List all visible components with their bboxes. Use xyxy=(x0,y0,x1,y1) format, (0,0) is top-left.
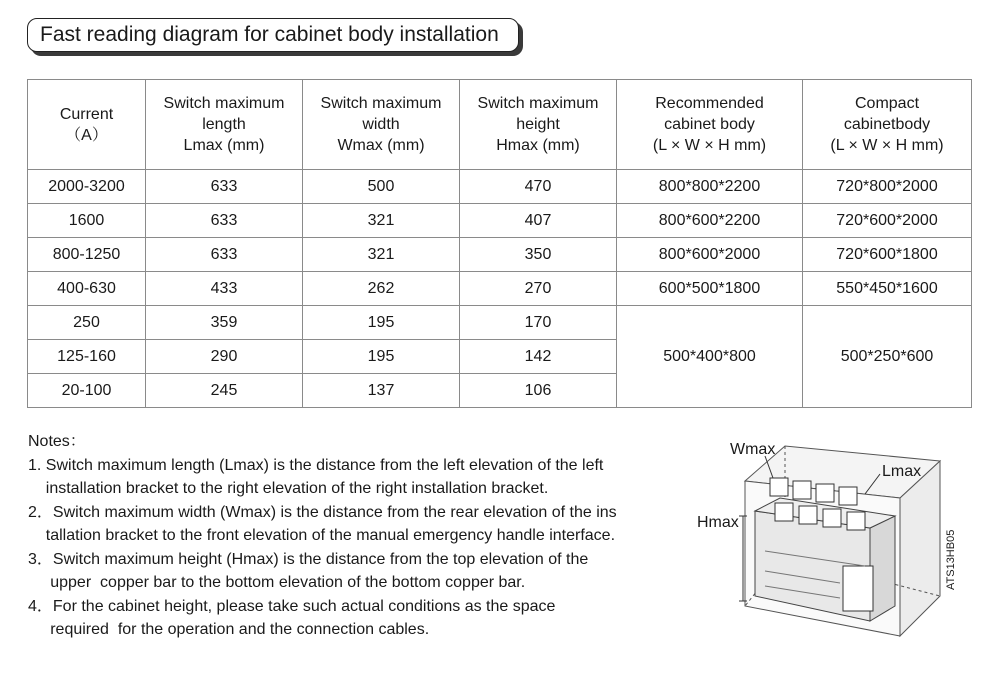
cell-compact: 720*600*1800 xyxy=(803,238,972,272)
note-line: 1. Switch maximum length (Lmax) is the distance from the left elevation of the left xyxy=(28,456,604,474)
header-current-line2: （A） xyxy=(65,126,108,144)
cell-lmax: 633 xyxy=(146,204,303,238)
cell-lmax: 433 xyxy=(146,272,303,306)
header-wmax-line3: Wmax (mm) xyxy=(337,137,425,154)
note-line: required for the operation and the connection cables. xyxy=(28,621,430,638)
cell-hmax: 142 xyxy=(460,340,617,374)
wmax-label: Wmax xyxy=(730,441,776,458)
cell-hmax: 470 xyxy=(460,170,617,204)
cabinet-switch-illustration xyxy=(695,436,975,646)
cell-hmax: 270 xyxy=(460,272,617,306)
header-compact-line1: Compact xyxy=(854,95,920,112)
cell-current: 125-160 xyxy=(28,340,146,374)
header-recommended-line3: (L × W × H mm) xyxy=(652,137,767,154)
cell-hmax: 407 xyxy=(460,204,617,238)
cell-current: 800-1250 xyxy=(28,238,146,272)
cabinet-spec-table xyxy=(27,79,972,408)
header-compact xyxy=(803,80,972,170)
header-current xyxy=(28,80,146,170)
cell-recommended-merged: 500*400*800 xyxy=(617,306,803,408)
header-lmax-line1: Switch maximum xyxy=(163,95,285,112)
cell-hmax: 350 xyxy=(460,238,617,272)
cell-recommended: 800*600*2000 xyxy=(617,238,803,272)
header-lmax xyxy=(146,80,303,170)
header-compact-line3: (L × W × H mm) xyxy=(830,137,944,154)
cell-wmax: 137 xyxy=(303,374,460,408)
note-line: installation bracket to the right elevation of the right installation bracket. xyxy=(28,480,549,497)
figure-code: ATS13HB05 xyxy=(945,529,957,590)
header-recommended xyxy=(617,80,803,170)
header-hmax-line2: height xyxy=(516,116,560,133)
cell-lmax: 633 xyxy=(146,170,303,204)
cell-compact: 720*600*2000 xyxy=(803,204,972,238)
cell-wmax: 195 xyxy=(303,306,460,340)
cell-current: 250 xyxy=(28,306,146,340)
header-recommended-line1: Recommended xyxy=(655,95,764,112)
header-lmax-line3: Lmax (mm) xyxy=(183,137,265,154)
header-hmax-line3: Hmax (mm) xyxy=(496,137,580,154)
table-row xyxy=(28,204,972,238)
lmax-label: Lmax xyxy=(882,463,922,480)
note-line: upper copper bar to the bottom elevation of the bottom copper bar. xyxy=(28,574,526,591)
cell-lmax: 290 xyxy=(146,340,303,374)
cabinet-drawing xyxy=(695,436,975,646)
header-hmax-line1: Switch maximum xyxy=(477,95,599,112)
header-compact-line2: cabinetbody xyxy=(843,116,931,133)
cell-current: 2000-3200 xyxy=(28,170,146,204)
note-line: tallation bracket to the front elevation of the manual emergency handle interface. xyxy=(28,527,616,544)
header-recommended-line2: cabinet body xyxy=(664,116,755,133)
note-line: 2．Switch maximum width (Wmax) is the distance from the rear elevation of the ins xyxy=(28,503,617,521)
note-line: 3．Switch maximum height (Hmax) is the distance from the top elevation of the xyxy=(28,550,589,568)
cell-wmax: 321 xyxy=(303,238,460,272)
notes-heading: Notes： xyxy=(28,433,86,450)
header-wmax-line1: Switch maximum xyxy=(320,95,442,112)
cell-wmax: 195 xyxy=(303,340,460,374)
header-wmax xyxy=(303,80,460,170)
header-wmax-line2: width xyxy=(362,116,400,133)
table-row xyxy=(28,306,972,340)
page-title xyxy=(27,18,519,52)
cell-current: 1600 xyxy=(28,204,146,238)
cell-current: 400-630 xyxy=(28,272,146,306)
header-lmax-line2: length xyxy=(202,116,246,133)
cell-hmax: 170 xyxy=(460,306,617,340)
note-line: 4．For the cabinet height, please take such actual conditions as the space xyxy=(28,597,556,615)
cell-wmax: 500 xyxy=(303,170,460,204)
table-header-row xyxy=(28,80,972,170)
table-row xyxy=(28,272,972,306)
cell-compact-merged: 500*250*600 xyxy=(803,306,972,408)
cell-recommended: 600*500*1800 xyxy=(617,272,803,306)
cell-lmax: 359 xyxy=(146,306,303,340)
page-title-text: Fast reading diagram for cabinet body installation xyxy=(40,23,499,46)
cell-lmax: 245 xyxy=(146,374,303,408)
notes-section xyxy=(28,430,688,642)
cell-compact: 550*450*1600 xyxy=(803,272,972,306)
cell-wmax: 321 xyxy=(303,204,460,238)
cell-current: 20-100 xyxy=(28,374,146,408)
cell-compact: 720*800*2000 xyxy=(803,170,972,204)
header-current-line1: Current xyxy=(59,105,114,123)
table-row xyxy=(28,170,972,204)
cell-wmax: 262 xyxy=(303,272,460,306)
cell-lmax: 633 xyxy=(146,238,303,272)
cell-recommended: 800*600*2200 xyxy=(617,204,803,238)
hmax-label: Hmax xyxy=(697,514,739,531)
header-hmax xyxy=(460,80,617,170)
table-row xyxy=(28,238,972,272)
cell-recommended: 800*800*2200 xyxy=(617,170,803,204)
cell-hmax: 106 xyxy=(460,374,617,408)
